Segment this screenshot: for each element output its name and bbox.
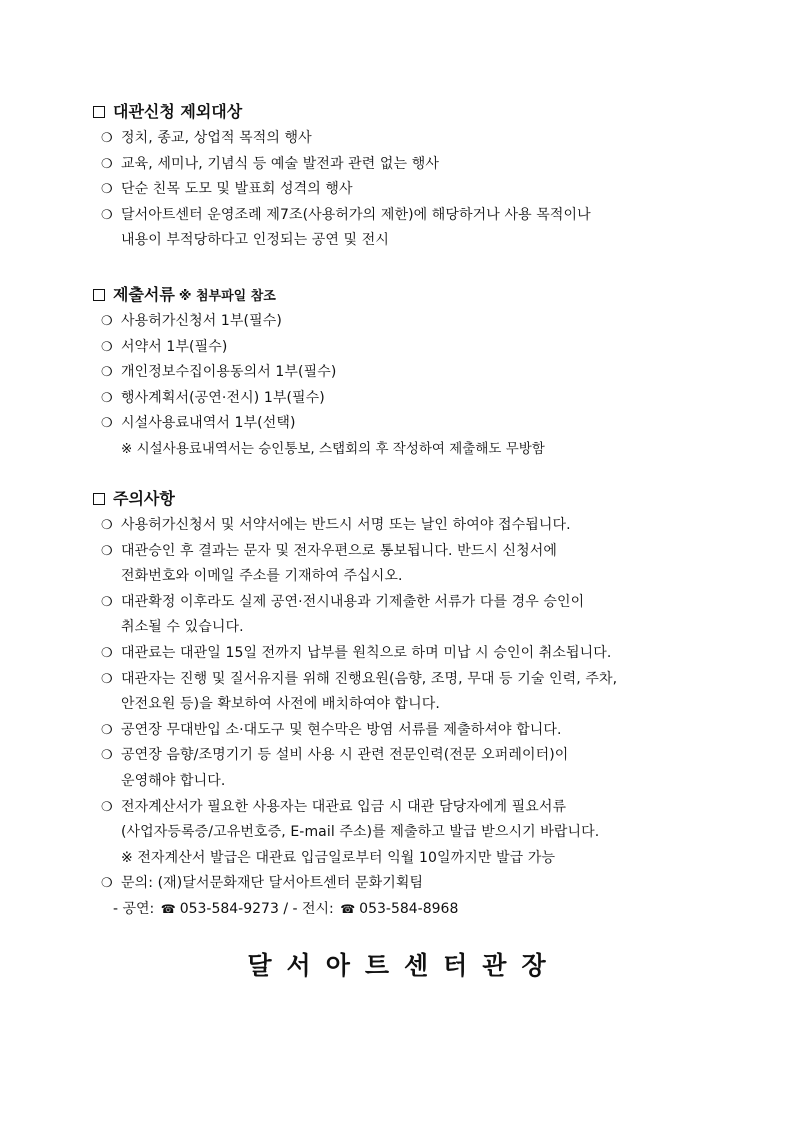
- list-item-text: 시설사용료내역서 1부(선택): [121, 415, 296, 432]
- list-item: [93, 539, 713, 590]
- circle-bullet-icon: ❍: [101, 390, 113, 406]
- cautions-list: [93, 513, 713, 897]
- contact-prefix: - 공연:: [113, 900, 155, 917]
- section-title: 제출서류: [113, 285, 175, 304]
- section-heading: [93, 284, 713, 306]
- checkbox-square-icon: [93, 106, 105, 118]
- phone-performance: 053-584-9273: [179, 900, 279, 917]
- list-item: [93, 718, 713, 744]
- list-item-text: 개인정보수집이용동의서 1부(필수): [121, 364, 337, 381]
- list-item: [93, 743, 713, 794]
- list-item: [93, 667, 713, 718]
- list-item-text: 취소될 수 있습니다.: [121, 619, 244, 636]
- section-title: 주의사항: [113, 489, 175, 508]
- circle-bullet-icon: ❍: [101, 876, 113, 892]
- exclusion-list: [93, 126, 713, 254]
- list-item-text: 대관자는 진행 및 질서유지를 위해 진행요원(음향, 조명, 무대 등 기술 인력, 주차,: [121, 670, 618, 687]
- circle-bullet-icon: ❍: [101, 543, 113, 559]
- list-item: [93, 871, 713, 897]
- phone-icon: ☎: [340, 901, 356, 916]
- documents-section: [93, 284, 713, 463]
- list-item-text: 대관확정 이후라도 실제 공연·전시내용과 기제출한 서류가 다를 경우 승인이: [121, 593, 585, 610]
- phone-exhibition: 053-584-8968: [359, 900, 459, 917]
- exclusion-section: [93, 101, 713, 254]
- list-item-text: 전화번호와 이메일 주소를 기재하여 주십시오.: [121, 568, 403, 585]
- phone-icon: ☎: [160, 901, 176, 916]
- list-item-text: 사용허가신청서 및 서약서에는 반드시 서명 또는 날인 하여야 접수됩니다.: [121, 517, 571, 533]
- list-item-text: 서약서 1부(필수): [121, 338, 228, 355]
- circle-bullet-icon: ❍: [101, 314, 113, 329]
- list-item-text: 운영해야 합니다.: [121, 772, 226, 789]
- documents-subnote: ※ 시설사용료내역서는 승인통보, 스탭회의 후 작성하여 제출해도 무방함: [121, 440, 545, 457]
- contact-separator: / - 전시:: [283, 900, 334, 917]
- list-item-text: 내용이 부적당하다고 인정되는 공연 및 전시: [121, 232, 389, 249]
- circle-bullet-icon: ❍: [101, 748, 113, 764]
- section-heading: [93, 488, 713, 510]
- circle-bullet-icon: ❍: [101, 799, 113, 815]
- circle-bullet-icon: ❍: [101, 365, 113, 381]
- list-item-text: 정치, 종교, 상업적 목적의 행사: [121, 130, 312, 146]
- section-title: 대관신청 제외대상: [113, 102, 243, 121]
- circle-bullet-icon: ❍: [101, 131, 113, 146]
- list-item-text: 문의: (재)달서문화재단 달서아트센터 문화기획팀: [121, 875, 424, 892]
- list-item-text: 안전요원 등)을 확보하여 사전에 배치하여야 합니다.: [121, 696, 440, 713]
- list-item: [93, 309, 713, 335]
- list-item-text: 공연장 무대반입 소·대도구 및 현수막은 방염 서류를 제출하셔야 합니다.: [121, 721, 562, 738]
- list-item: [93, 335, 713, 361]
- contact-line: [93, 897, 713, 923]
- list-item: [93, 126, 713, 152]
- footer-signature: 달서아트센터관장: [247, 951, 561, 980]
- list-item: [93, 152, 713, 178]
- list-item-text: (사업자등록증/고유번호증, E-mail 주소)를 제출하고 발급 받으시기 바랍니다.: [121, 824, 600, 841]
- list-item-text: 단순 친목 도모 및 발표회 성격의 행사: [121, 181, 353, 198]
- circle-bullet-icon: ❍: [101, 518, 113, 533]
- list-item: [93, 513, 713, 539]
- list-item: [93, 795, 713, 872]
- list-item-text: 전자계산서가 필요한 사용자는 대관료 입금 시 대관 담당자에게 필요서류: [121, 798, 567, 815]
- list-item-text: ※ 전자계산서 발급은 대관료 입금일로부터 익월 10일까지만 발급 가능: [121, 849, 556, 866]
- list-item-text: 대관승인 후 결과는 문자 및 전자우편으로 통보됩니다. 반드시 신청서에: [121, 542, 558, 559]
- circle-bullet-icon: ❍: [101, 182, 113, 198]
- circle-bullet-icon: ❍: [101, 671, 113, 687]
- section-note: ※ 첨부파일 참조: [178, 289, 276, 304]
- list-item-text: 행사계획서(공연·전시) 1부(필수): [121, 389, 325, 406]
- checkbox-square-icon: [93, 493, 105, 505]
- circle-bullet-icon: ❍: [101, 339, 113, 355]
- list-item: [93, 411, 713, 437]
- list-item: [93, 360, 713, 386]
- documents-list: [93, 309, 713, 437]
- circle-bullet-icon: ❍: [101, 207, 113, 223]
- list-item-text: 달서아트센터 운영조례 제7조(사용허가의 제한)에 해당하거나 사용 목적이나: [121, 206, 591, 223]
- list-item-text: 교육, 세미나, 기념식 등 예술 발전과 관련 없는 행사: [121, 155, 439, 172]
- circle-bullet-icon: ❍: [101, 722, 113, 738]
- list-item: [93, 177, 713, 203]
- section-heading: [93, 101, 713, 123]
- list-item-text: 사용허가신청서 1부(필수): [121, 313, 282, 329]
- circle-bullet-icon: ❍: [101, 416, 113, 432]
- list-item-text: 공연장 음향/조명기기 등 설비 사용 시 관련 전문인력(전문 오퍼레이터)이: [121, 747, 569, 764]
- list-item: [93, 386, 713, 412]
- circle-bullet-icon: ❍: [101, 156, 113, 172]
- checkbox-square-icon: [93, 289, 105, 301]
- list-item: [93, 641, 713, 667]
- list-item: [93, 590, 713, 641]
- circle-bullet-icon: ❍: [101, 645, 113, 661]
- circle-bullet-icon: ❍: [101, 594, 113, 610]
- list-item: [93, 203, 713, 254]
- list-item-text: 대관료는 대관일 15일 전까지 납부를 원칙으로 하며 미납 시 승인이 취소됩니다.: [121, 644, 612, 661]
- cautions-section: [93, 488, 713, 923]
